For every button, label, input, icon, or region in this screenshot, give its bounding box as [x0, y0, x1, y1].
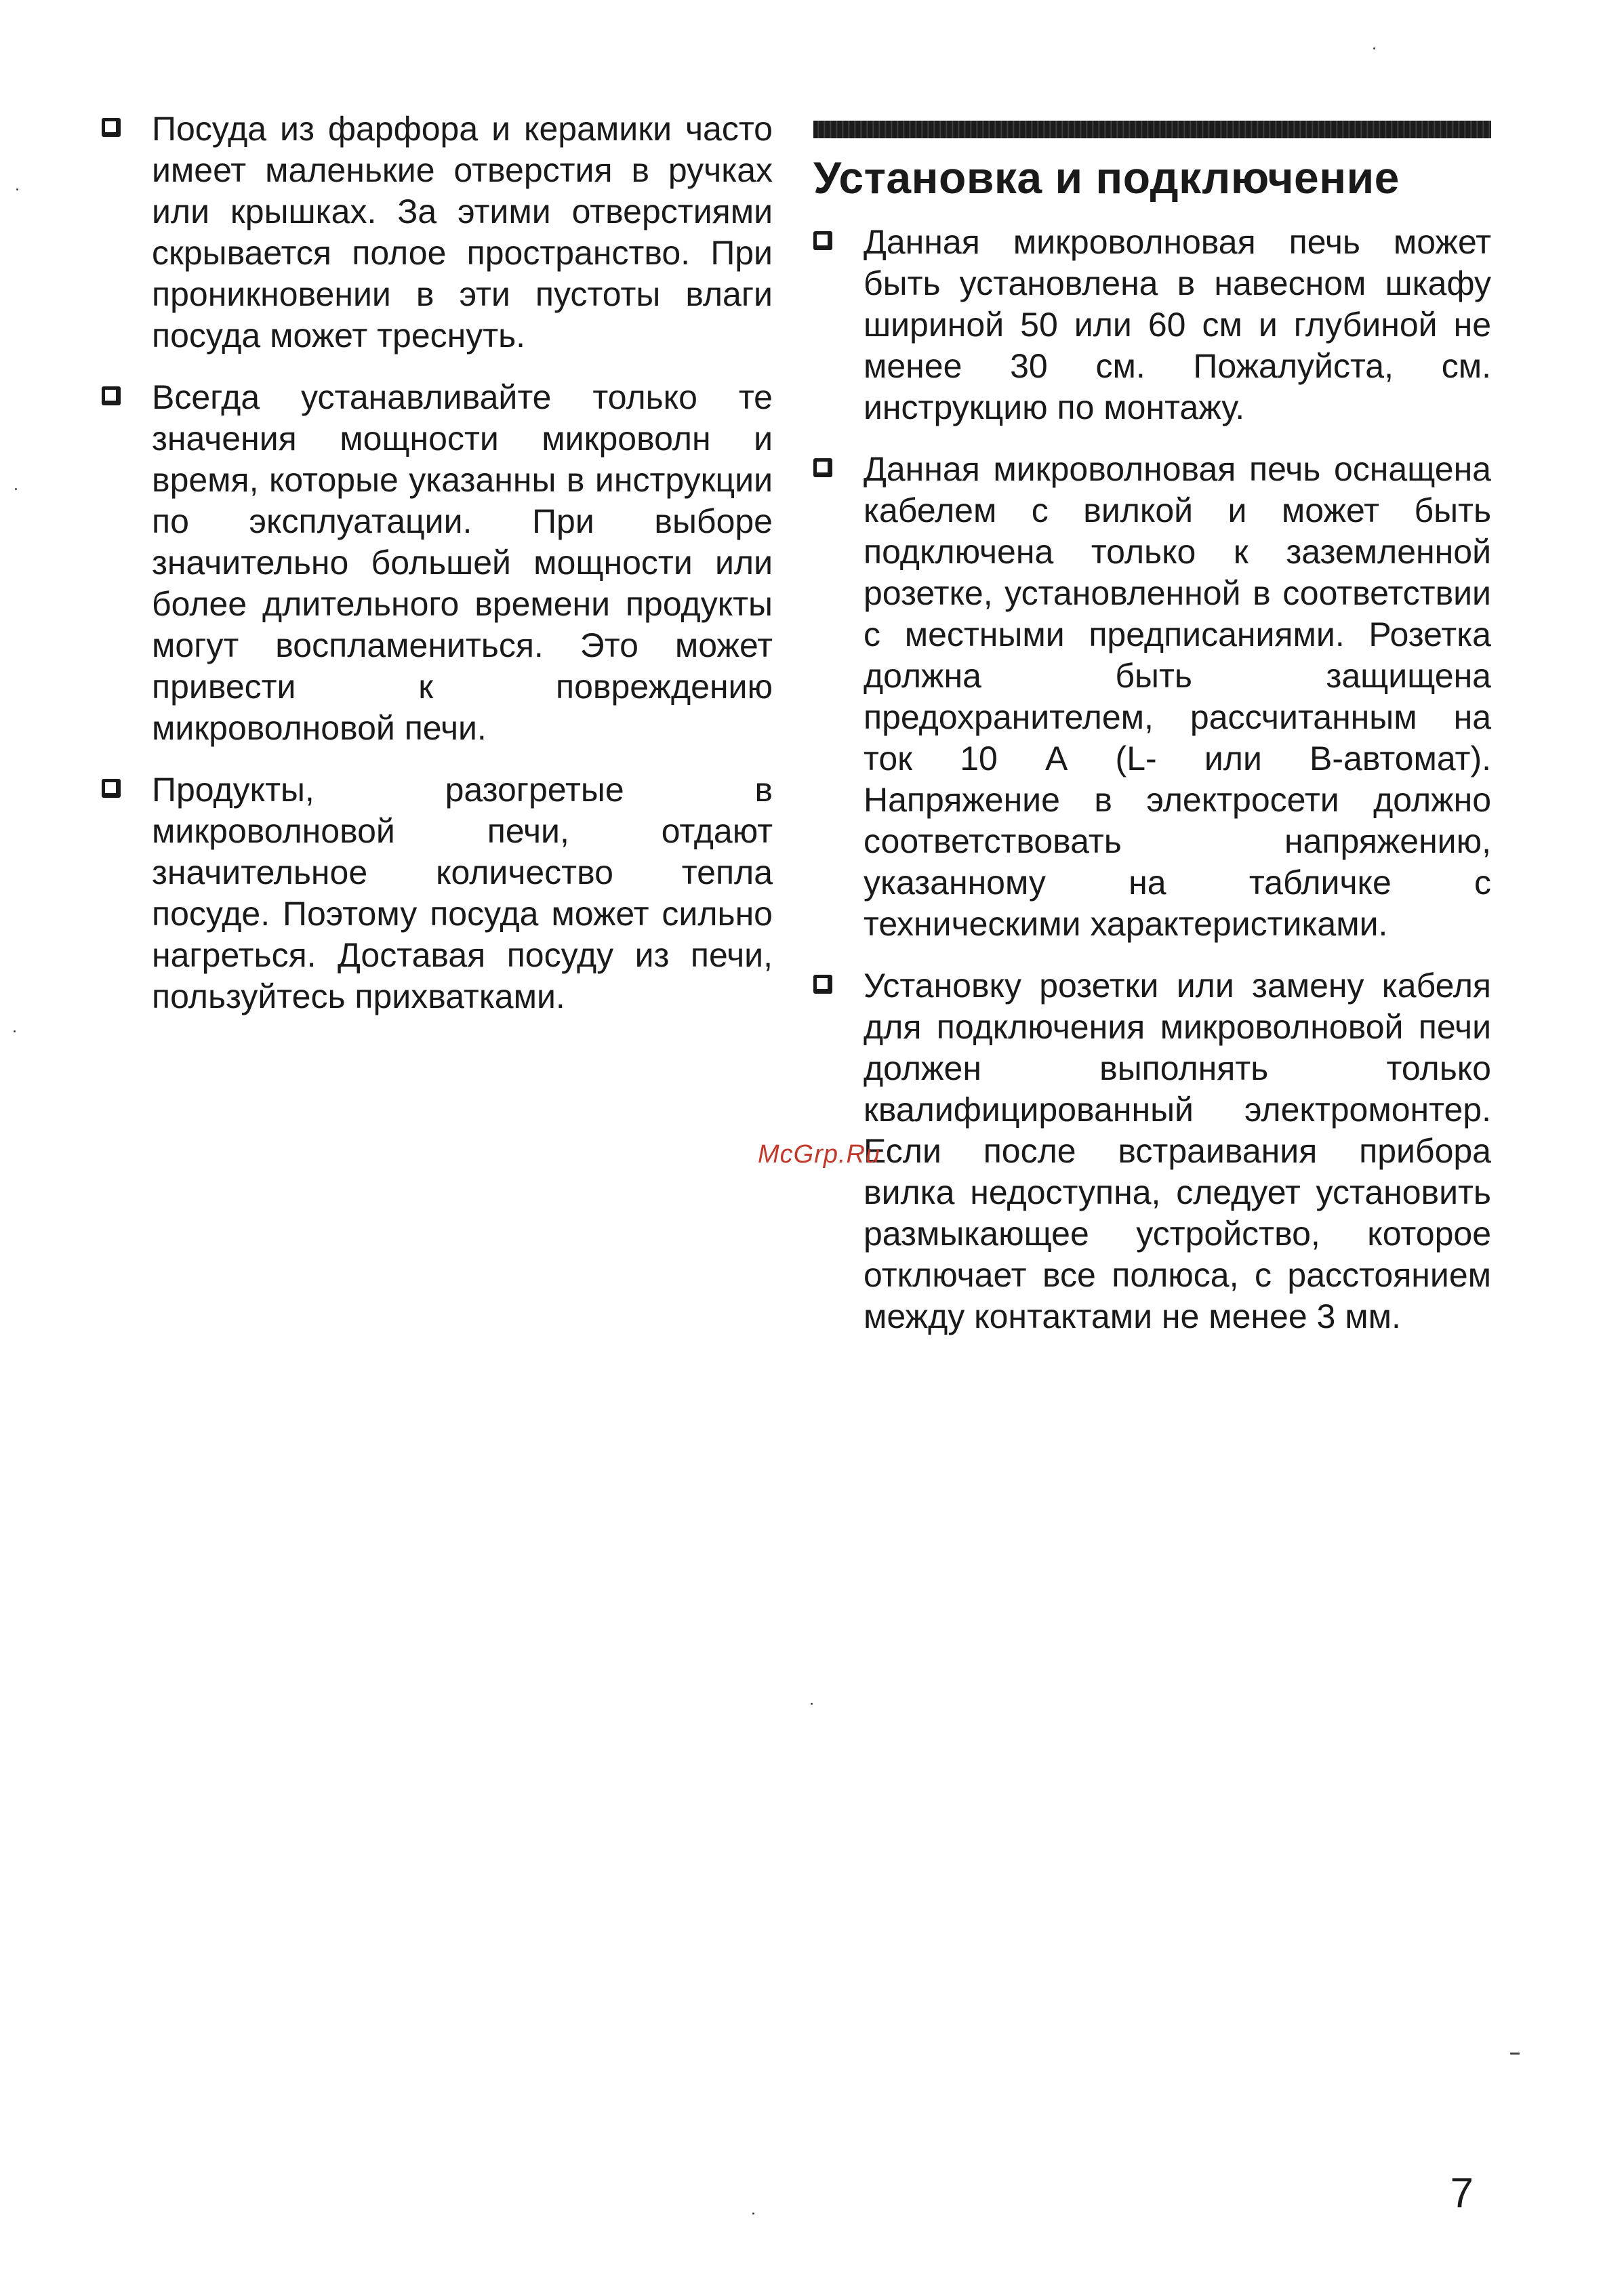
checkbox-bullet-icon [102, 779, 121, 798]
page-number: 7 [1450, 2170, 1474, 2217]
scan-speck [752, 2213, 754, 2215]
list-item [813, 449, 1491, 945]
checkbox-bullet-icon [102, 118, 121, 137]
scan-speck [811, 1703, 813, 1705]
list-item [102, 377, 773, 749]
list-item [102, 108, 773, 357]
list-item [813, 965, 1491, 1337]
right-bullet-list [813, 222, 1491, 1337]
checkbox-bullet-icon [813, 458, 832, 477]
watermark: McGrp.Ru [758, 1140, 881, 1169]
list-item-text: Продукты, разогретые в микроволновой печи, отдают значительное количество тепла посуде. Поэтому посуда может сильно нагреться. Доставая посуду из печи, пользуйтесь прихватками. [152, 771, 773, 1015]
scan-speck [1373, 47, 1375, 49]
scan-speck [1510, 2053, 1520, 2055]
list-item-text: Всегда устанавливайте только те значения мощности микроволн и время, которые указанны в инструкции по эксплуатации. При выборе значительно большей мощности или более длительного времени продукты могут воспламениться. Это может привести к повреждению микроволновой печи. [152, 378, 773, 747]
list-item [102, 769, 773, 1017]
checkbox-bullet-icon [813, 975, 832, 994]
checkbox-bullet-icon [813, 231, 832, 250]
section-divider-bar [813, 121, 1491, 138]
scan-speck [14, 1030, 16, 1032]
scan-speck [15, 488, 17, 490]
section-title: Установка и подключение [813, 153, 1400, 203]
scan-speck [16, 188, 18, 190]
list-item-text: Посуда из фарфора и керамики часто имеет маленькие отверстия в ручках или крышках. За этими отверстиями скрывается полое пространство. При проникновении в эти пустоты влаги посуда может треснуть. [152, 110, 773, 355]
list-item-text: Данная микроволновая печь оснащена кабелем с вилкой и может быть подключена только к заземленной розетке, установленной в соответствии с местными предписаниями. Розетка должна быть защищена предохранителем, рассчитанным на ток 10 А (L- или В-автомат). Напряжение в электросети должно соответствовать напряжению, указанному на табличке с техническими характеристиками. [864, 449, 1491, 943]
list-item-text: Данная микроволновая печь может быть установлена в навесном шкафу шириной 50 или 60 см и глубиной не менее 30 см. Пожалуйста, см. инструкцию по монтажу. [864, 222, 1491, 426]
right-column [813, 121, 1491, 1358]
left-column [102, 108, 773, 1038]
left-bullet-list [102, 108, 773, 1017]
list-item [813, 222, 1491, 428]
list-item-text: Установку розетки или замену кабеля для подключения микроволновой печи должен выполнять только квалифицированный электромонтер. Если после встраивания прибора вилка недоступна, следует установить размыкающее устройство, которое отключает все полюса, с расстоянием между контактами не менее 3 мм. [864, 966, 1491, 1335]
checkbox-bullet-icon [102, 386, 121, 405]
